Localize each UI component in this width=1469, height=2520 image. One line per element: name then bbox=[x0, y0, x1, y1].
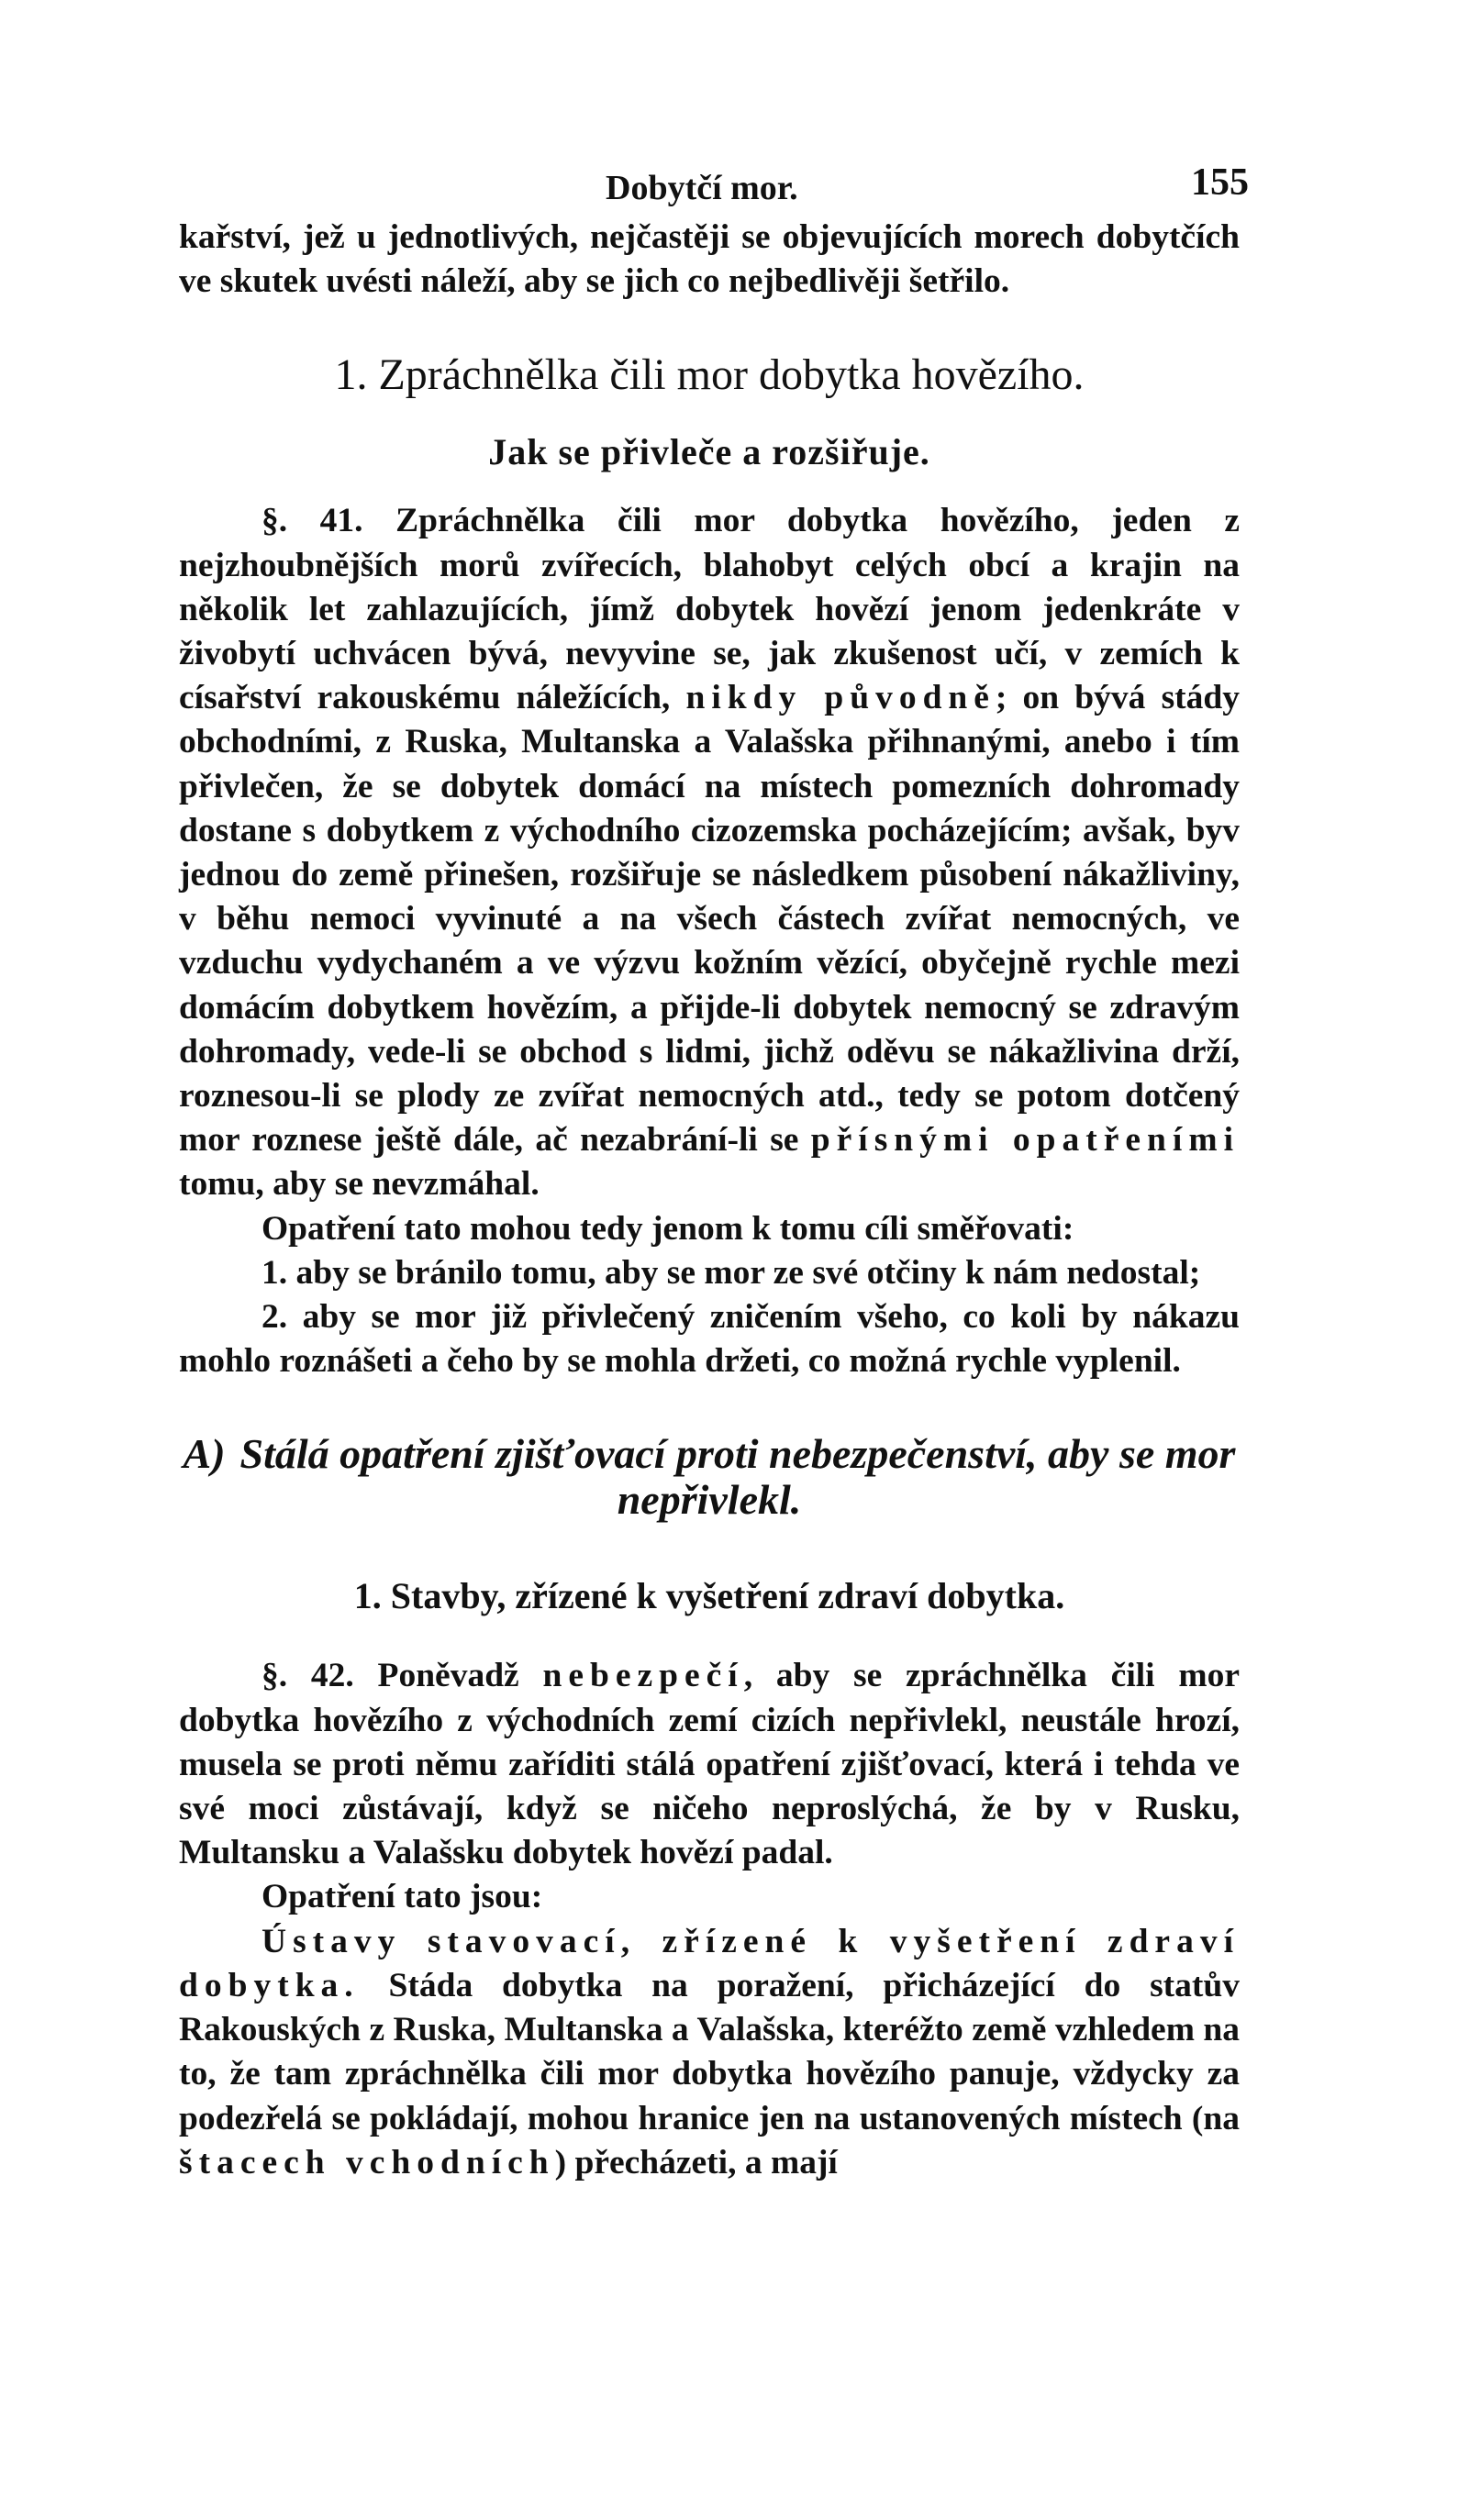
measure-item: 2. aby se mor již přivlečený zničením všeho, co koli by nákazu mohlo roznášeti a čeho by se mohla držeti, co možná rychle vyplenil. bbox=[179, 1298, 1240, 1381]
paragraph-41 bbox=[179, 499, 1240, 1206]
section-a-heading bbox=[179, 1431, 1240, 1523]
measures-intro: Opatření tato mohou tedy jenom k tomu cíli směřovati: bbox=[262, 1209, 1074, 1248]
paragraph-42 bbox=[179, 1654, 1240, 1875]
section-title: 1. Zpráchnělka čili mor dobytka hovězího. bbox=[334, 350, 1085, 400]
institutions-end: ) přecházeti, a mají bbox=[554, 2143, 838, 2181]
section-subtitle: Jak se přivleče a rozšiřuje. bbox=[488, 431, 930, 473]
paragraph-41-emphasis-2: přísnými opatřeními bbox=[810, 1121, 1240, 1160]
institutions-emphasis-2: štacech vchodních bbox=[179, 2143, 555, 2181]
paragraph-41-start: §. 41. Zpráchnělka čili mor dobytka hovězího, jeden z nejzhoubnějších morů zvířecích, blahobyt celých obcí a krajin na několik let zahlazujících, jímž dobytek hovězí jenom jedenkráte v živobytí uchvácen bývá, nevyvine se, jak zkušenost učí, v zemích k císařství rakouskému náležících, bbox=[179, 502, 1240, 717]
paragraph-41-middle: ; on bývá stády obchodními, z Ruska, Multanska a Valašska přihnanými, anebo i tím přivlečen, že se dobytek domácí na místech pomezních dohromady dostane s dobytkem z východního cizozemska pocházejícím; avšak, byv jednou do země přinešen, rozšiřuje se následkem působení nákažliviny, v běhu nemoci vyvinuté a na všech částech zvířat nemocných, ve vzduchu vydychaném a ve výzvu kožním vězící, obyčejně rychle mezi domácím dobytkem hovězím, a přijde-li dobytek nemocný se zdravým dohromady, vede-li se obchod s lidmi, jichž oděvu se nákažlivina drží, roznesou-li se plody ze zvířat nemocných atd., tedy se potom dotčený mor roznese ještě dále, ač nezabrání-li se bbox=[179, 679, 1241, 1160]
paragraph-41-emphasis-1: nikdy původně bbox=[685, 679, 996, 717]
paragraph-42-start: §. 42. Poněvadž bbox=[262, 1657, 543, 1695]
running-title: Dobytčí mor. bbox=[606, 169, 798, 207]
paragraph-41-end: tomu, aby se nevzmáhal. bbox=[179, 1165, 540, 1204]
page-header bbox=[179, 161, 1249, 216]
intro-paragraph: kařství, jež u jednotlivých, nejčastěji se objevujících morech dobytčích ve skutek uvésti náleží, aby se jich co nejbedlivěji šetřilo. bbox=[179, 218, 1240, 301]
section-a-title: Stálá opatření zjišťovací proti nebezpečenství, aby se mor nepřivlekl. bbox=[239, 1430, 1236, 1524]
paragraph-42-emphasis: nebezpečí bbox=[542, 1657, 744, 1695]
paragraph-42-end: , aby se zpráchnělka čili mor dobytka hovězího z východních zemí cizích nepřivlekl, neustále hrozí, musela se proti němu zaříditi stálá opatření zjišťovací, která i tehda ve své moci zůstávají, když se ničeho neproslýchá, že by v Rusku, Multansku a Valašsku dobytek hovězí padal. bbox=[179, 1657, 1240, 1872]
section-a-marker: A) bbox=[183, 1430, 226, 1478]
measure-item: 1. aby se bránilo tomu, aby se mor ze své otčiny k nám nedostal; bbox=[262, 1253, 1201, 1292]
paragraph-institutions bbox=[179, 1920, 1240, 2185]
page-number: 155 bbox=[1191, 161, 1249, 204]
institutions-emphasis: Ústavy stavovací, zřízené k vyšetření zdraví dobytka. bbox=[179, 1922, 1240, 2004]
subsection-title: 1. Stavby, zřízené k vyšetření zdraví dobytka. bbox=[353, 1575, 1065, 1617]
measures-intro-2: Opatření tato jsou: bbox=[262, 1878, 543, 1916]
institutions-middle: Stáda dobytka na poražení, přicházející do statův Rakouských z Ruska, Multanska a Valašska, kteréžto země vzhledem na to, že tam zpráchnělka čili mor dobytka hovězího panuje, vždycky za podezřelá se pokládají, mohou hranice jen na ustanovených místech (na bbox=[179, 1966, 1240, 2137]
